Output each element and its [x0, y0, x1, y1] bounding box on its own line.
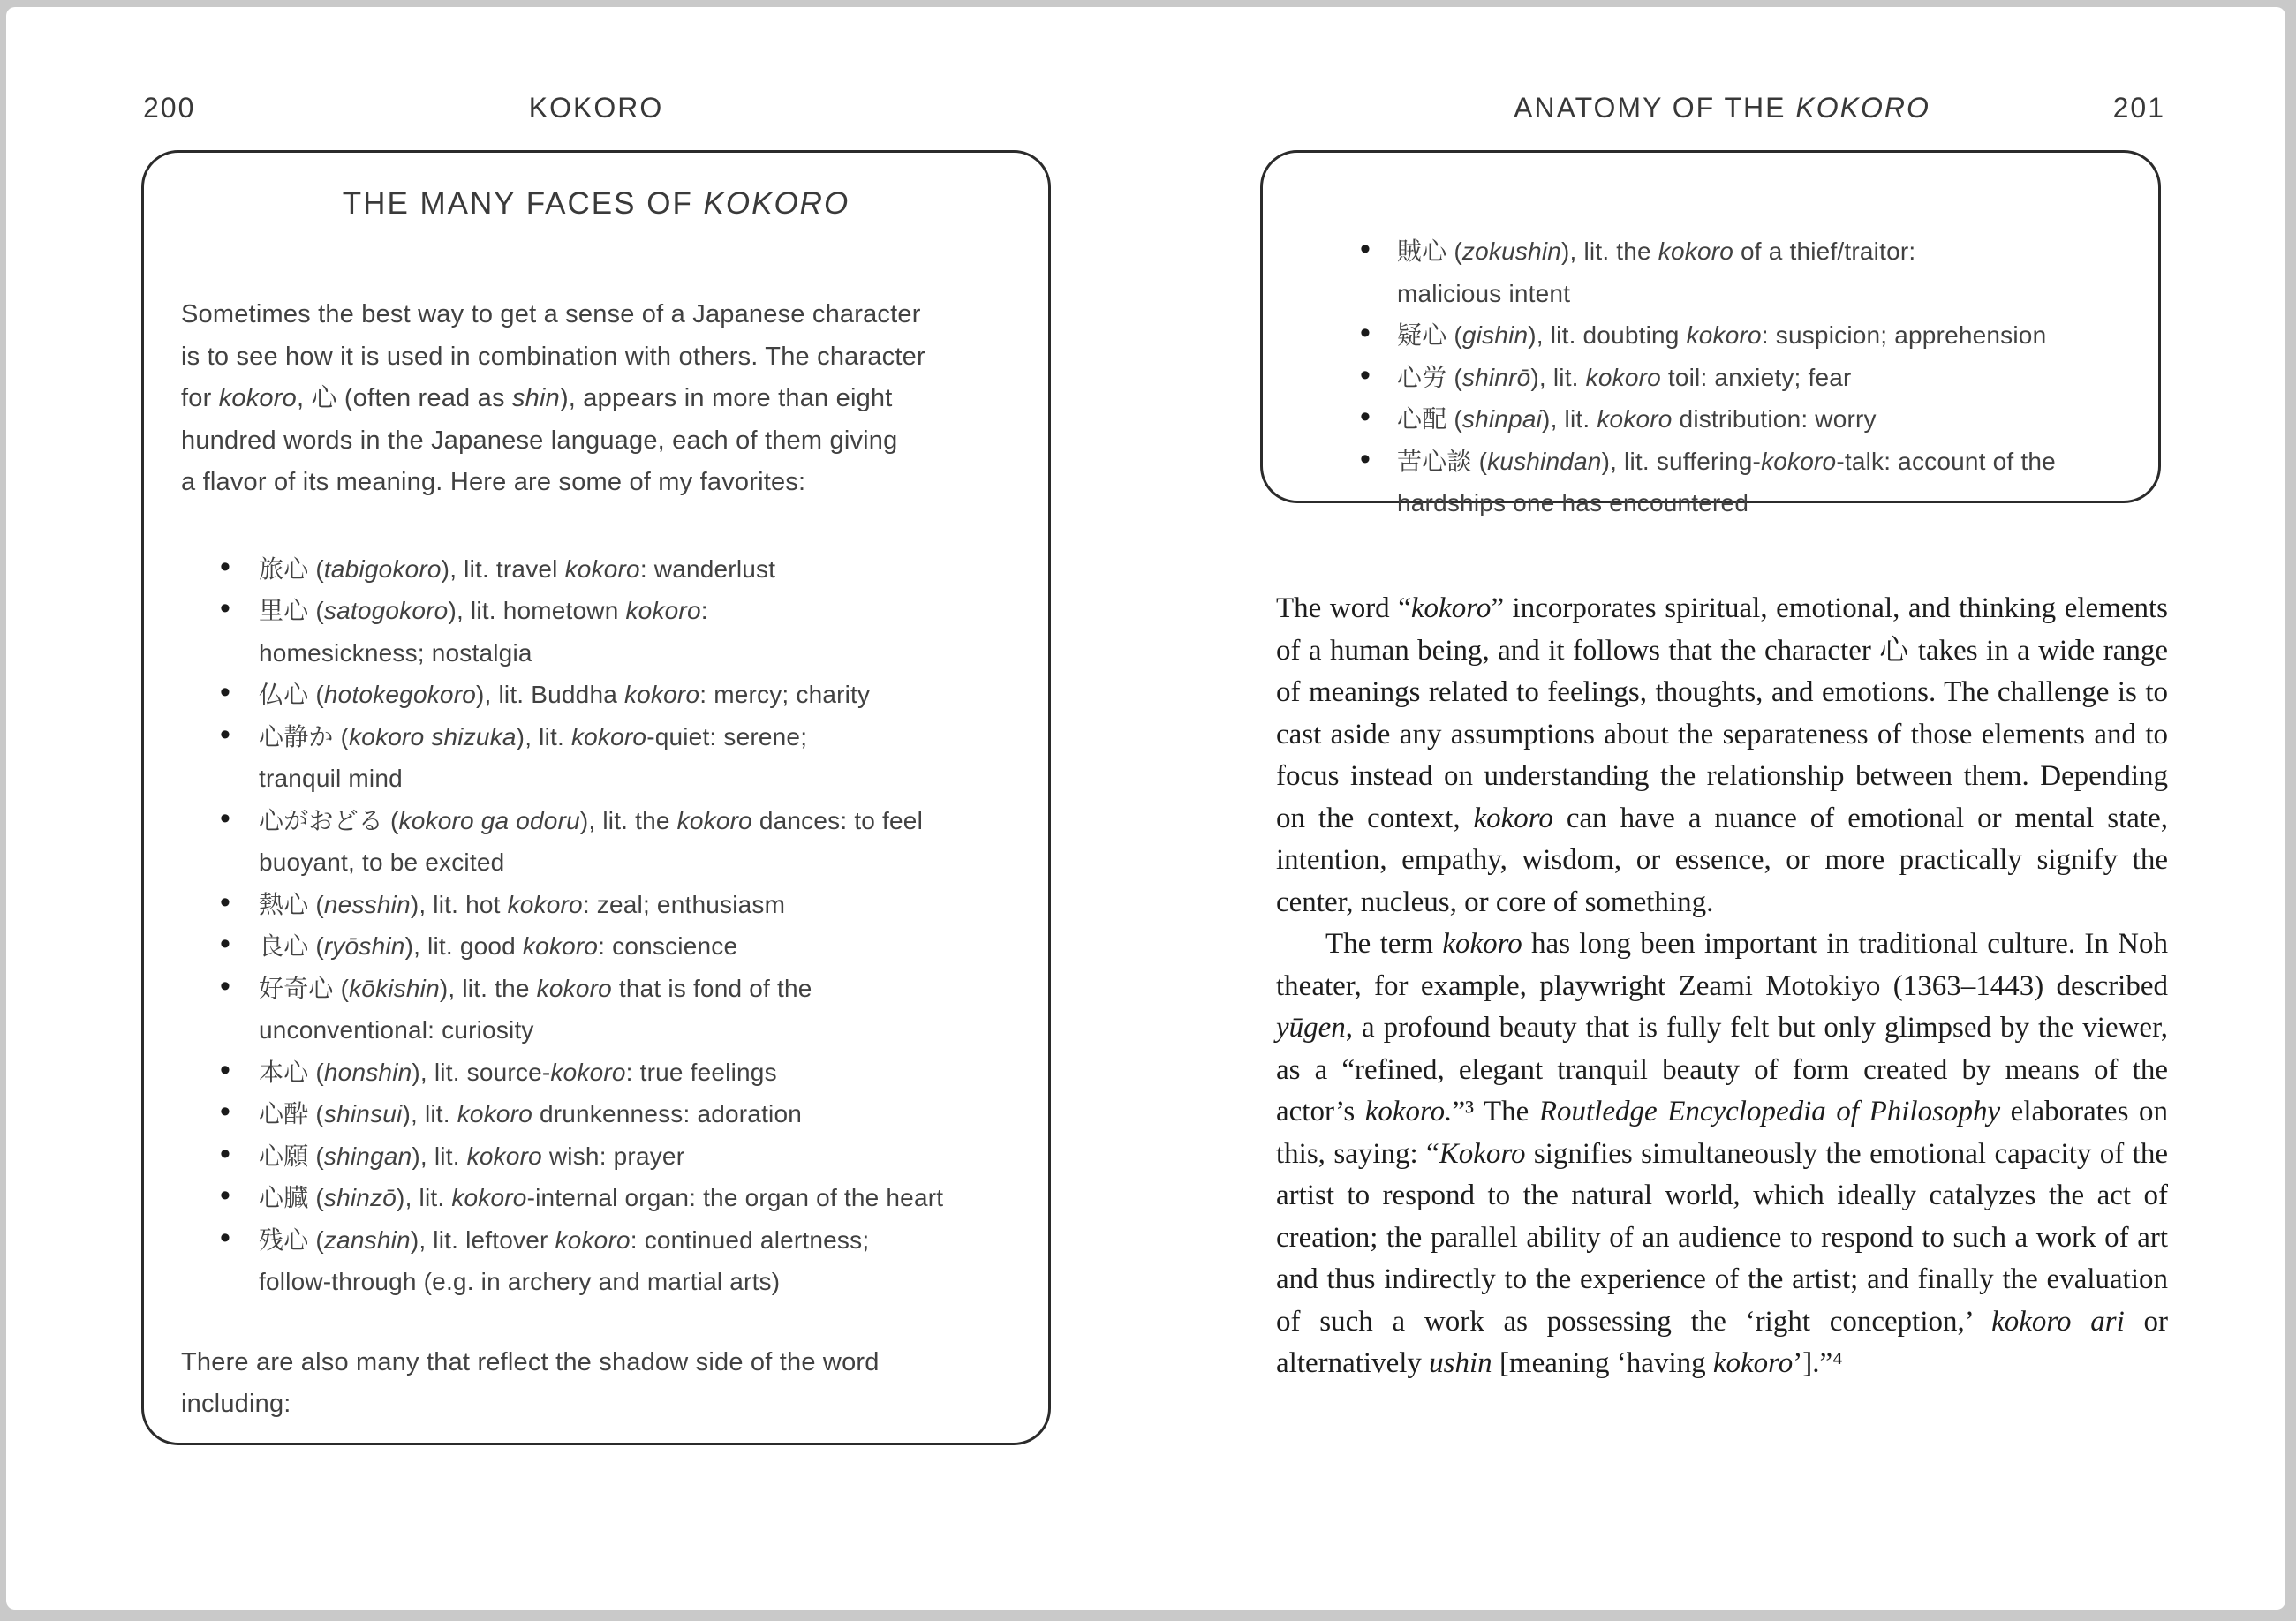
list-item	[1298, 357, 2123, 399]
closing-paragraph: There are also many that reflect the shadow side of the word including:	[181, 1347, 880, 1418]
bullet-icon: •	[220, 675, 231, 709]
list-item-text: 好奇心 (kōkishin), lit. the kokoro that is fond of the unconventional: curiosity	[259, 974, 812, 1044]
bullet-icon: •	[220, 927, 231, 961]
list-item	[181, 1177, 1011, 1219]
bullet-icon: •	[220, 969, 231, 1003]
intro-paragraph: Sometimes the best way to get a sense of a Japanese character is to see how it is used in combination with others. The character for kokoro, 心 (often read as shin), appears in more than eight hundred words in the Japanese language, each of them giving a flavor of its meaning. Here are some of my favorites:	[181, 300, 925, 496]
book-spread	[6, 7, 2285, 1610]
list-item-text: 心がおどる (kokoro ga odoru), lit. the kokoro dances: to feel buoyant, to be excited	[259, 806, 923, 876]
list-item	[181, 800, 1011, 884]
list-item	[181, 968, 1011, 1052]
bullet-icon: •	[1360, 358, 1371, 392]
list-item	[181, 884, 1011, 926]
list-item-text: 旅心 (tabigokoro), lit. travel kokoro: wanderlust	[259, 554, 776, 583]
list-item	[181, 716, 1011, 800]
kokoro-word-list	[181, 548, 1011, 1303]
page-number-left: 200	[143, 92, 196, 124]
list-item-text: 心臓 (shinzō), lit. kokoro-internal organ: the organ of the heart	[259, 1184, 944, 1211]
list-item	[1298, 441, 2123, 524]
bullet-icon: •	[220, 1179, 231, 1212]
bullet-icon: •	[220, 1095, 231, 1128]
list-item	[181, 590, 1011, 674]
list-item-text: 仏心 (hotokegokoro), lit. Buddha kokoro: mercy; charity	[259, 681, 871, 708]
list-item-text: 本心 (honshin), lit. source-kokoro: true feelings	[259, 1058, 777, 1086]
running-header-left: KOKORO	[528, 92, 664, 124]
list-item-text: 良心 (ryōshin), lit. good kokoro: conscience	[259, 932, 738, 960]
list-item-text: 疑心 (gishin), lit. doubting kokoro: suspicion; apprehension	[1397, 321, 2047, 349]
list-item-text: 苦心談 (kushindan), lit. suffering-kokoro-talk: account of the hardships one has encountered	[1397, 447, 2056, 516]
list-item-text: 熱心 (nesshin), lit. hot kokoro: zeal; enthusiasm	[259, 890, 786, 918]
bullet-icon: •	[220, 1136, 231, 1171]
bullet-icon: •	[220, 801, 231, 835]
list-item	[181, 1219, 1011, 1303]
list-item	[1298, 230, 2123, 314]
box-title: THE MANY FACES OF KOKORO	[342, 186, 850, 221]
list-item	[181, 1093, 1011, 1135]
list-item-text: 心静か (kokoro shizuka), lit. kokoro-quiet: serene; tranquil mind	[259, 722, 808, 792]
bullet-icon: •	[220, 549, 231, 584]
list-item	[181, 674, 1011, 716]
list-item-text: 里心 (satogokoro), lit. hometown kokoro: homesickness; nostalgia	[259, 597, 708, 667]
bullet-icon: •	[220, 717, 231, 751]
bullet-icon: •	[220, 592, 231, 625]
bullet-icon: •	[1360, 316, 1371, 350]
list-item	[181, 1052, 1011, 1094]
bullet-icon: •	[1360, 441, 1371, 476]
bullet-icon: •	[220, 1220, 231, 1255]
body-text	[1276, 588, 2168, 1385]
bullet-icon: •	[220, 1052, 231, 1087]
list-item	[1298, 398, 2123, 441]
list-item-text: 心願 (shingan), lit. kokoro wish: prayer	[259, 1142, 685, 1170]
bullet-icon: •	[1360, 400, 1371, 434]
list-item-text: 賊心 (zokushin), lit. the kokoro of a thief/traitor: malicious intent	[1397, 237, 1916, 307]
list-item	[1298, 314, 2123, 357]
body-paragraph-1: The word “kokoro” incorporates spiritual, emotional, and thinking elements of a human being, and it follows that the character 心 takes in a wide range of meanings related to feelings, thoughts, and emotions. The challenge is to cast aside any assumptions about the separateness of those elements and to focus instead on understanding the relationship between them. Depending on the context, kokoro can have a nuance of emotional or mental state, intention, empathy, wisdom, or essence, or more practically signify the center, nucleus, or core of something.	[1276, 592, 2168, 918]
list-item-text: 心労 (shinrō), lit. kokoro toil: anxiety; fear	[1397, 363, 1852, 391]
bullet-icon: •	[1360, 232, 1371, 266]
right-callout-box	[1260, 150, 2161, 516]
bullet-icon: •	[220, 885, 231, 919]
shadow-word-list	[1298, 230, 2123, 524]
running-header-right: ANATOMY OF THE KOKORO	[1514, 92, 1930, 124]
list-item-text: 心配 (shinpai), lit. kokoro distribution: worry	[1397, 405, 1877, 433]
list-item	[181, 1135, 1011, 1178]
list-item	[181, 548, 1011, 591]
list-item-text: 心酔 (shinsui), lit. kokoro drunkenness: adoration	[259, 1100, 803, 1127]
body-paragraph-2: The term kokoro has long been important in traditional culture. In Noh theater, for example, playwright Zeami Motokiyo (1363–1443) described yūgen, a profound beauty that is fully felt but only glimpsed by the viewer, as a “refined, elegant tranquil beauty of form created by means of the actor’s kokoro.”³ The Routledge Encyclopedia of Philosophy elaborates on this, saying: “Kokoro signifies simultaneously the emotional capacity of the artist to respond to the natural world, which ideally catalyzes the act of creation; the parallel ability of an audience to respond to such a work of art and thus indirectly to the experience of the artist; and finally the evaluation of such a work as possessing the ‘right conception,’ kokoro ari or alternatively ushin [meaning ‘having kokoro’].”⁴	[1276, 928, 2169, 1379]
left-callout-box	[141, 150, 1051, 1445]
list-item	[181, 925, 1011, 968]
page-number-right: 201	[2112, 92, 2165, 124]
list-item-text: 残心 (zanshin), lit. leftover kokoro: continued alertness; follow-through (e.g. in archery and martial arts)	[259, 1225, 870, 1295]
